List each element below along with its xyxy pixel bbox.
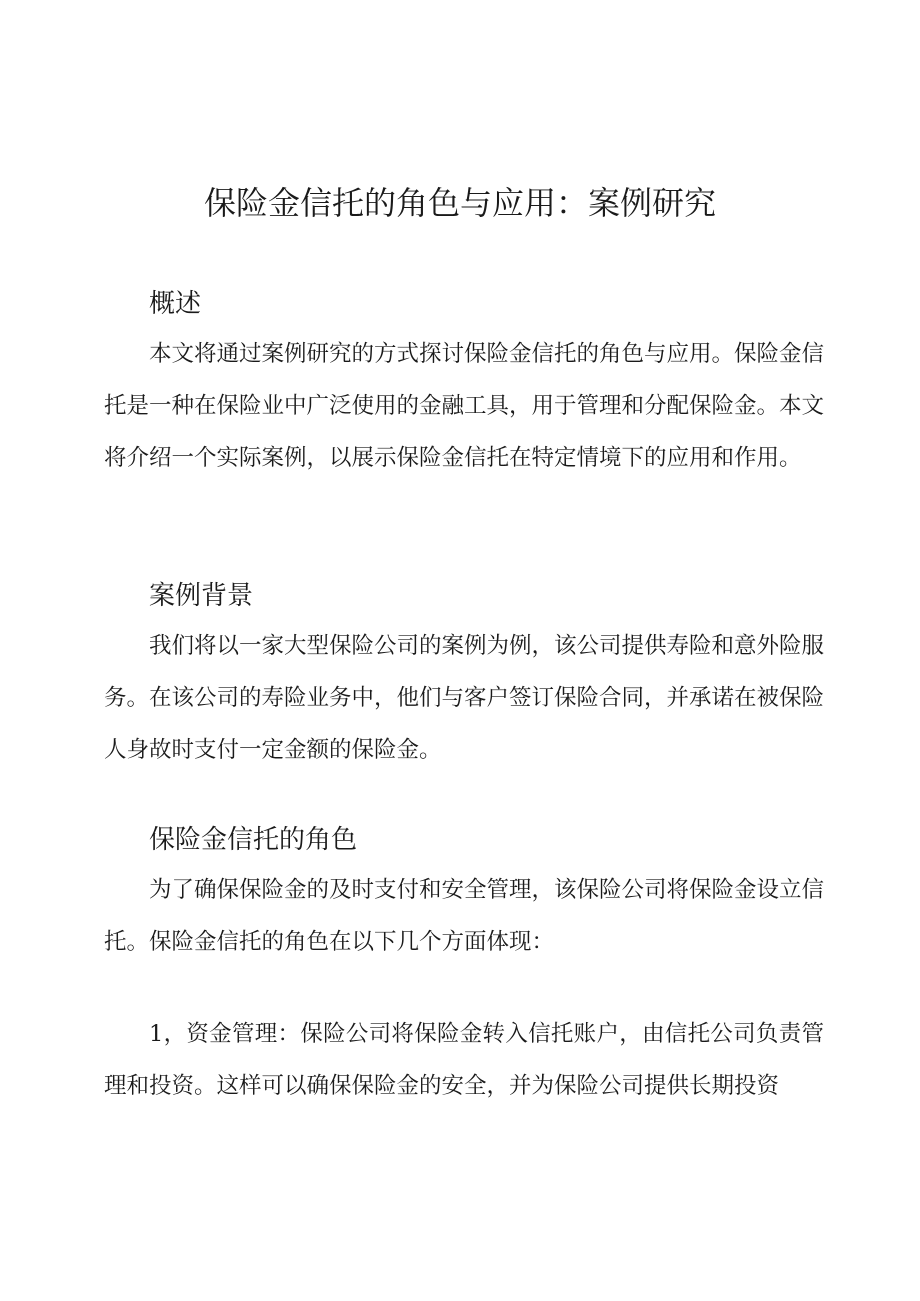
document-title: 保险金信托的角色与应用：案例研究 bbox=[203, 184, 716, 222]
section-paragraph-background: 我们将以一家大型保险公司的案例为例，该公司提供寿险和意外险服务。在该公司的寿险业务中，他们与客户签订保险合同，并承诺在被保险人身故时支付一定金额的保险金。 bbox=[104, 633, 825, 763]
section-heading-role: 保险金信托的角色 bbox=[149, 825, 358, 855]
section-heading-overview: 概述 bbox=[149, 289, 202, 319]
section-paragraph-role: 为了确保保险金的及时支付和安全管理，该保险公司将保险金设立信托。保险金信托的角色在以下几个方面体现： bbox=[104, 877, 825, 955]
section-heading-background: 案例背景 bbox=[149, 581, 254, 611]
list-item: 1，资金管理：保险公司将保险金转入信托账户，由信托公司负责管理和投资。这样可以确保保险金的安全，并为保险公司提供长期投资 bbox=[104, 1021, 824, 1099]
section-paragraph-overview: 本文将通过案例研究的方式探讨保险金信托的角色与应用。保险金信托是一种在保险业中广泛使用的金融工具，用于管理和分配保险金。本文将介绍一个实际案例，以展示保险金信托在特定情境下的应用和作用。 bbox=[104, 341, 825, 471]
